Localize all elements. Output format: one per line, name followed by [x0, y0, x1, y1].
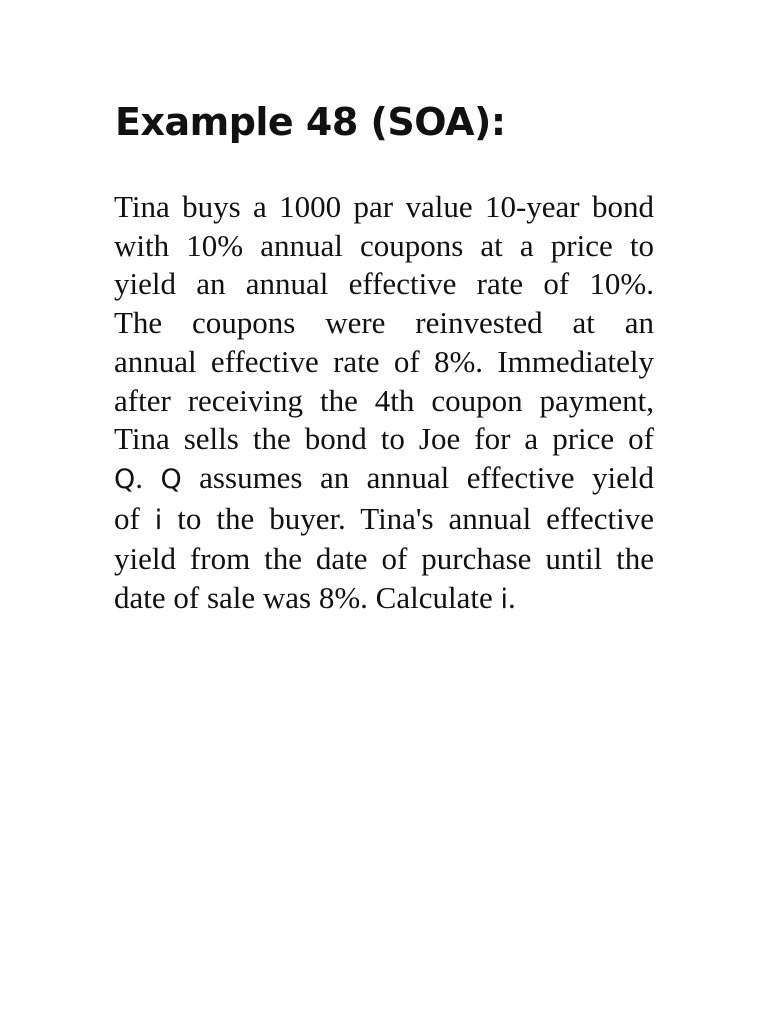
text-line [114, 304, 654, 343]
text-segment: yield from the date of purchase until the [114, 541, 654, 577]
text-line [114, 459, 654, 500]
text-line [114, 579, 654, 620]
text-segment: . [135, 459, 161, 495]
text-line [114, 500, 654, 541]
text-segment: of [114, 500, 155, 536]
text-segment: annual effective rate of 8%. Immediately [114, 343, 654, 379]
text-line [114, 188, 654, 227]
problem-statement [114, 188, 654, 620]
text-segment: to the buyer. Tina's annual effective [162, 500, 654, 536]
text-segment: . [508, 580, 516, 616]
text-segment: Tina sells the bond to Joe for a price of [114, 421, 654, 457]
math-variable: Q [160, 463, 182, 495]
example-title: Example 48 (SOA): [115, 100, 506, 144]
text-line [114, 420, 654, 459]
text-segment: with 10% annual coupons at a price to [114, 227, 654, 263]
math-variable: i [500, 584, 509, 616]
text-segment: Tina buys a 1000 par value 10-year bond [114, 189, 654, 224]
text-segment: assumes an annual effective yield [181, 459, 654, 495]
text-line [114, 227, 654, 266]
text-segment: date of sale was 8%. Calculate [114, 580, 501, 616]
text-line [114, 540, 654, 579]
text-segment: after receiving the 4th coupon payment, [114, 382, 654, 418]
text-line [114, 382, 654, 421]
text-line [114, 265, 654, 304]
math-variable: i [154, 504, 163, 536]
text-line [114, 343, 654, 382]
text-segment: The coupons were reinvested at an [114, 305, 654, 341]
math-variable: Q [114, 463, 136, 495]
text-segment: yield an annual effective rate of 10%. [114, 266, 654, 302]
